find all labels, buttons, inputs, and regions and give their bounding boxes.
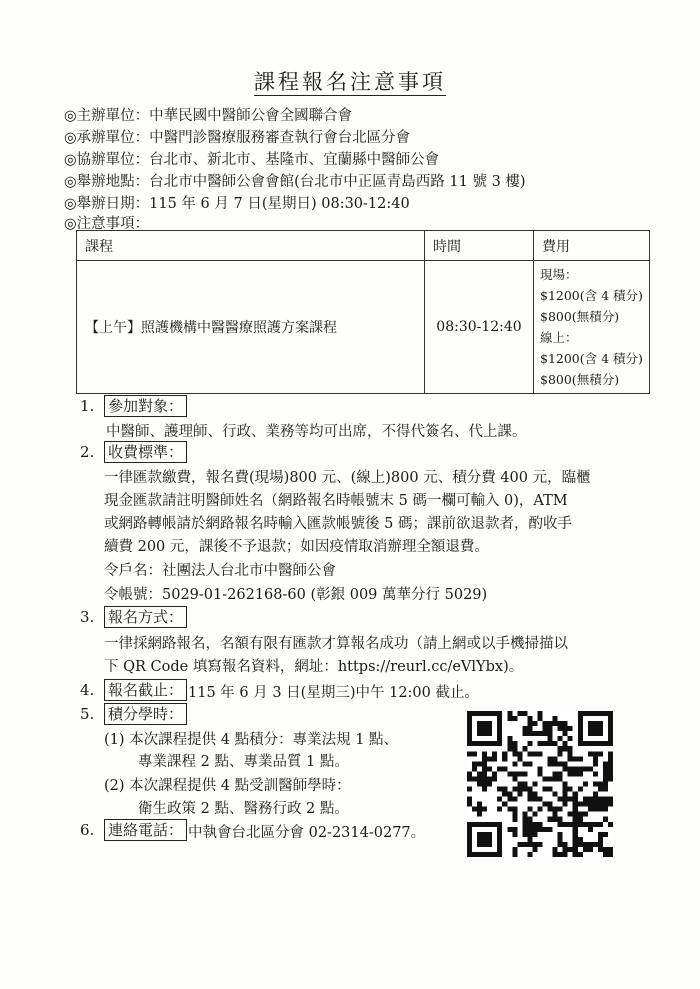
info-organizer: ◎主辦單位：中華民國中醫師公會全國聯合會: [64, 108, 353, 124]
table-row: [77, 261, 650, 394]
registration-url-text: 下 QR Code 填寫報名資料，網址：https://reurl.cc/eVlYbx)。: [104, 659, 524, 675]
section-text: 一律採網路報名，名額有限有匯款才算報名成功（請上網或以手機掃描以: [104, 636, 568, 652]
course-name: 【上午】照護機構中醫醫療照護方案課程: [77, 261, 425, 394]
account-name: 令戶名：社團法人台北市中醫師公會: [104, 563, 336, 579]
section-number: 4.: [80, 681, 95, 699]
section-heading-credits: 積分學時：: [104, 703, 187, 725]
info-venue: ◎舉辦地點：台北市中醫師公會會館(台北市中正區青島西路 11 號 3 樓): [64, 174, 526, 190]
header-time: 時間: [425, 231, 534, 261]
section-heading-contact: 連絡電話：: [104, 819, 187, 841]
fee-line: $800(無積分): [540, 372, 620, 387]
section-number: 1.: [80, 397, 95, 415]
account-number: 令帳號：5029-01-262168-60 (彰銀 009 萬華分行 5029): [104, 587, 488, 603]
header-fee: 費用: [534, 231, 650, 261]
qr-code-icon: [467, 711, 613, 857]
course-time: 08:30-12:40: [425, 261, 534, 394]
section-heading-registration: 報名方式：: [104, 606, 187, 628]
section-text: 專業課程 2 點、專業品質 1 點。: [138, 754, 349, 770]
section-text: 一律匯款繳費，報名費(現場)800 元、(線上)800 元、積分費 400 元，臨櫃: [104, 470, 591, 486]
section-text: 或網路轉帳請於網路報名時輸入匯款帳號後 5 碼；課前欲退款者，酌收手: [104, 516, 572, 532]
section-number: 2.: [80, 443, 95, 461]
info-notice-label: ◎注意事項：: [64, 216, 150, 232]
section-text: (1) 本次課程提供 4 點積分：專業法規 1 點、: [104, 732, 399, 748]
info-date: ◎舉辦日期：115 年 6 月 7 日(星期日) 08:30-12:40: [64, 196, 410, 212]
section-text: 現金匯款請註明醫師姓名（網路報名時帳號末 5 碼一欄可輸入 0)，ATM: [104, 493, 568, 509]
info-co-organizer: ◎協辦單位：台北市、新北市、基隆市、宜蘭縣中醫師公會: [64, 152, 440, 168]
section-heading-fees: 收費標準：: [104, 441, 187, 463]
document-title: 課程報名注意事項: [254, 70, 446, 94]
section-heading-deadline: 報名截止：: [104, 679, 187, 701]
section-text: 中醫師、護理師、行政、業務等均可出席，不得代簽名、代上課。: [106, 424, 527, 440]
fee-line: $1200(含 4 積分): [540, 288, 643, 303]
fee-line: 現場：: [540, 267, 578, 282]
section-number: 6.: [80, 821, 95, 839]
fee-line: $1200(含 4 積分): [540, 351, 643, 366]
course-table: [76, 230, 650, 394]
fee-line: $800(無積分): [540, 309, 620, 324]
section-number: 3.: [80, 608, 95, 626]
deadline-text: 115 年 6 月 3 日(星期三)中午 12:00 截止。: [188, 685, 479, 701]
section-heading-attendees: 參加對象：: [104, 395, 187, 417]
table-header-row: [77, 231, 650, 261]
info-executor: ◎承辦單位：中醫門診醫療服務審查執行會台北區分會: [64, 130, 411, 146]
section-text: (2) 本次課程提供 4 點受訓醫師學時：: [104, 778, 351, 794]
section-text: 衛生政策 2 點、醫務行政 2 點。: [138, 801, 349, 817]
contact-text: 中執會台北區分會 02-2314-0277。: [188, 825, 426, 841]
section-text: 續費 200 元，課後不予退款；如因疫情取消辦理全額退費。: [104, 539, 489, 555]
fee-line: 線上：: [540, 330, 578, 345]
header-course: 課程: [77, 231, 425, 261]
section-number: 5.: [80, 705, 95, 723]
course-fees: [534, 261, 650, 394]
